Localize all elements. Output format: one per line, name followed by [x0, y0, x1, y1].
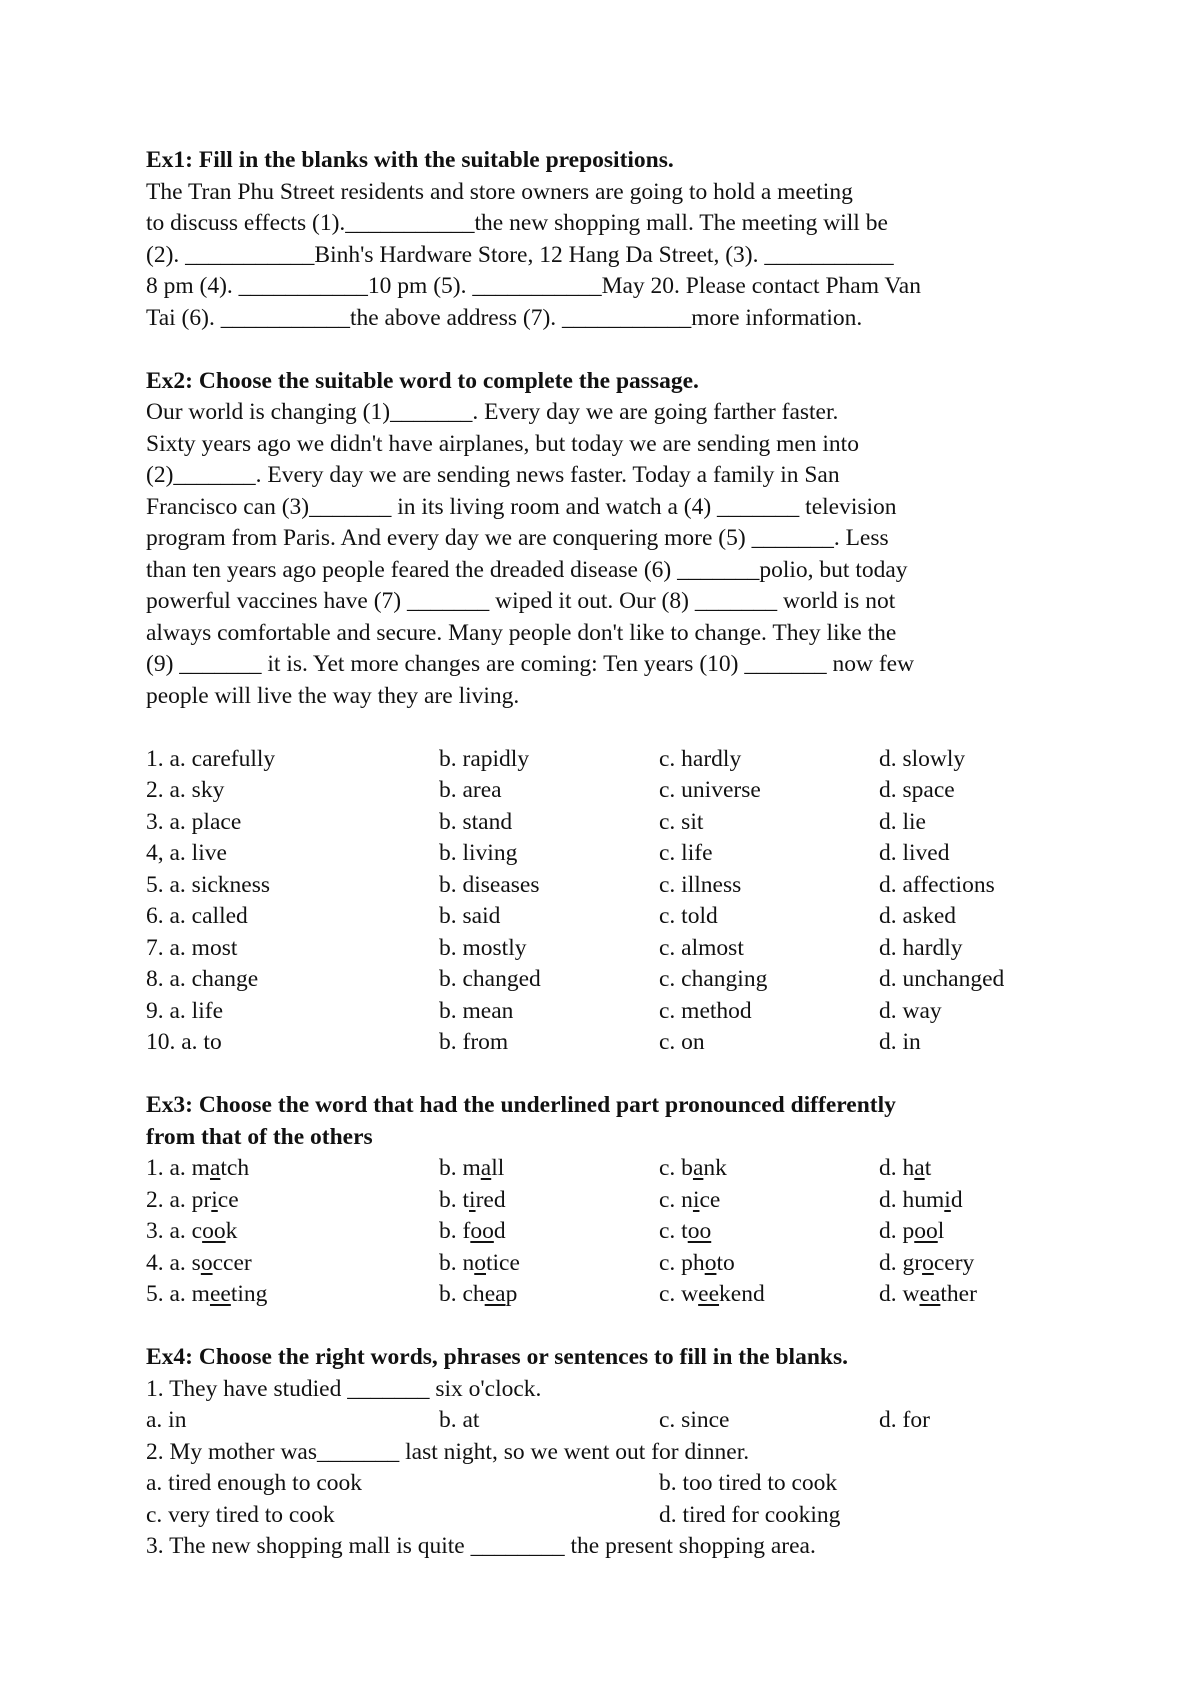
option-b: b. mostly: [439, 934, 527, 961]
underlined-part: ea: [919, 1281, 941, 1307]
ex1-text-line: 8 pm (4). ___________10 pm (5). ___________May 20. Please contact Pham Van: [146, 273, 921, 299]
ex2-option-row: [146, 870, 1086, 902]
word-part: p: [505, 1281, 518, 1307]
option-d: d. space: [879, 777, 955, 803]
word-part: d. w: [879, 1281, 920, 1307]
option-b: [439, 1216, 659, 1248]
option-d: d. tired for cooking: [659, 1501, 841, 1528]
option-a: [146, 1153, 439, 1185]
ex2-passage-line: (2)_______. Every day we are sending news faster. Today a family in San: [146, 462, 840, 488]
option-a: 2. a. sky: [146, 777, 225, 803]
option-d: d. in: [879, 1029, 921, 1055]
option-a: 7. a. most: [146, 934, 238, 961]
option-c: [659, 1185, 879, 1217]
word-part: nk: [703, 1155, 727, 1181]
option-c: [659, 1153, 879, 1185]
ex4-q2-options-row: [146, 1500, 1086, 1532]
word-part: cery: [933, 1249, 975, 1276]
ex2-option-row: [146, 775, 1086, 807]
option-a: 8. a. change: [146, 966, 259, 992]
word-part: ll: [491, 1155, 505, 1181]
option-b: [439, 1153, 659, 1185]
option-b: [439, 1185, 659, 1217]
word-part: b. ch: [439, 1281, 485, 1307]
ex3-option-row: [146, 1153, 1086, 1185]
option-a: 6. a. called: [146, 903, 248, 929]
option-c: [659, 1248, 879, 1280]
word-part: d: [950, 1186, 963, 1213]
option-b: b. mean: [439, 997, 514, 1024]
option-d: d. hardly: [879, 934, 963, 961]
option-a: [146, 1185, 439, 1217]
worksheet-content: [146, 145, 1086, 1563]
option-c: c. sit: [659, 808, 704, 835]
section-spacer: [146, 334, 1086, 366]
section-spacer: [146, 712, 1086, 744]
option-b: b. from: [439, 1029, 509, 1055]
option-a: 1. a. carefully: [146, 745, 276, 772]
word-part: c. w: [659, 1281, 699, 1307]
option-d: d. for: [879, 1407, 930, 1433]
option-b: b. living: [439, 840, 518, 866]
option-b: b. rapidly: [439, 745, 530, 772]
ex2-option-row: [146, 1027, 1086, 1059]
ex1-text-line: Tai (6). ___________the above address (7). ___________more information.: [146, 304, 863, 331]
word-part: 5. a. m: [146, 1281, 210, 1307]
underlined-part: i: [692, 1186, 700, 1213]
option-d: [879, 1185, 1079, 1217]
option-a: [146, 1248, 439, 1280]
underlined-part: oo: [470, 1218, 494, 1244]
word-part: t: [924, 1155, 932, 1181]
ex2-passage-line: (9) _______ it is. Yet more changes are coming: Ten years (10) _______ now few: [146, 651, 915, 677]
option-c: c. life: [659, 840, 713, 866]
word-part: k: [225, 1218, 238, 1244]
option-d: d. lived: [879, 840, 950, 866]
ex4-question-3: 3. The new shopping mall is quite ________ the present shopping area.: [146, 1533, 816, 1559]
word-part: d. p: [879, 1218, 915, 1244]
option-d: d. slowly: [879, 745, 966, 772]
ex4-question-1: 1. They have studied _______ six o'clock.: [146, 1375, 542, 1402]
underlined-part: i: [944, 1186, 951, 1213]
ex2-options-table: [146, 744, 1086, 1059]
underlined-part: a: [692, 1155, 704, 1181]
word-part: ccer: [212, 1249, 252, 1276]
underlined-part: o: [474, 1249, 486, 1276]
word-part: c. t: [659, 1218, 688, 1244]
word-part: ce: [217, 1186, 239, 1213]
option-b: b. changed: [439, 966, 541, 992]
ex2-option-row: [146, 996, 1086, 1028]
option-b: b. too tired to cook: [659, 1470, 838, 1496]
underlined-part: a: [914, 1155, 925, 1181]
underlined-part: oo: [914, 1218, 938, 1244]
option-c: c. method: [659, 997, 752, 1024]
word-part: red: [475, 1186, 506, 1213]
option-c: c. on: [659, 1029, 705, 1055]
option-b: [439, 1279, 659, 1311]
option-b: b. diseases: [439, 871, 540, 898]
ex2-option-row: [146, 807, 1086, 839]
option-a: a. in: [146, 1407, 187, 1433]
word-part: l: [937, 1218, 945, 1244]
word-part: b. n: [439, 1249, 475, 1276]
ex2-passage-line: always comfortable and secure. Many people don't like to change. They like the: [146, 619, 897, 646]
option-d: [879, 1248, 1079, 1280]
option-d: d. lie: [879, 808, 926, 835]
underlined-part: ea: [484, 1281, 506, 1307]
ex1-text-line: The Tran Phu Street residents and store owners are going to hold a meeting: [146, 178, 853, 205]
underlined-part: a: [480, 1155, 492, 1181]
word-part: ting: [230, 1281, 268, 1307]
underlined-part: o: [922, 1249, 934, 1276]
word-part: 4. a. s: [146, 1249, 201, 1276]
option-b: b. at: [439, 1407, 480, 1433]
word-part: c. ph: [659, 1249, 705, 1276]
ex2-passage-line: powerful vaccines have (7) _______ wiped it out. Our (8) _______ world is not: [146, 588, 896, 614]
ex3-title: Ex3: Choose the word that had the underlined part pronounced differently: [146, 1092, 896, 1118]
option-a: a. tired enough to cook: [146, 1470, 363, 1496]
ex3-option-row: [146, 1279, 1086, 1311]
underlined-part: a: [209, 1155, 221, 1181]
word-part: b. m: [439, 1155, 481, 1181]
ex2-passage-line: program from Paris. And every day we are conquering more (5) _______. Less: [146, 525, 889, 551]
option-d: [879, 1216, 1079, 1248]
option-c: c. very tired to cook: [146, 1501, 335, 1528]
ex2-passage-line: Our world is changing (1)_______. Every day we are going farther faster.: [146, 399, 839, 425]
option-c: c. since: [659, 1407, 730, 1433]
option-b: b. area: [439, 777, 502, 803]
underlined-part: oo: [687, 1218, 712, 1244]
ex2-passage-line: than ten years ago people feared the dreaded disease (6) _______polio, but today: [146, 556, 908, 583]
ex4-q2-options-row: [146, 1468, 1086, 1500]
ex3-title-continued: from that of the others: [146, 1123, 373, 1150]
ex3-option-row: [146, 1216, 1086, 1248]
underlined-part: oo: [202, 1218, 226, 1244]
option-a: 4, a. live: [146, 840, 227, 866]
option-a: 5. a. sickness: [146, 871, 271, 898]
underlined-part: o: [200, 1249, 213, 1276]
word-part: d. hum: [879, 1186, 945, 1213]
word-part: to: [716, 1249, 735, 1276]
option-b: b. said: [439, 903, 501, 929]
option-a: [146, 1279, 439, 1311]
option-d: d. unchanged: [879, 966, 1005, 992]
ex4-q1-options: [146, 1405, 1086, 1437]
option-c: c. changing: [659, 966, 768, 992]
option-d: d. asked: [879, 903, 957, 929]
underlined-part: i: [469, 1186, 476, 1213]
word-part: ce: [699, 1186, 721, 1213]
word-part: b. f: [439, 1218, 471, 1244]
ex2-option-row: [146, 933, 1086, 965]
option-c: [659, 1216, 879, 1248]
word-part: 1. a. m: [146, 1155, 210, 1181]
option-a: [146, 1216, 439, 1248]
option-c: c. almost: [659, 934, 744, 961]
option-a: 10. a. to: [146, 1029, 222, 1055]
option-d: [879, 1153, 1079, 1185]
word-part: c. n: [659, 1186, 693, 1213]
option-c: [659, 1279, 879, 1311]
underlined-part: o: [704, 1249, 717, 1276]
ex3-option-row: [146, 1185, 1086, 1217]
ex1-text-line: to discuss effects (1).___________the new shopping mall. The meeting will be: [146, 210, 888, 236]
ex2-option-row: [146, 744, 1086, 776]
ex1-text-line: (2). ___________Binh's Hardware Store, 12 Hang Da Street, (3). ___________: [146, 241, 894, 268]
underlined-part: ee: [698, 1281, 720, 1307]
ex3-option-row: [146, 1248, 1086, 1280]
option-c: c. hardly: [659, 745, 742, 772]
ex1-title: Ex1: Fill in the blanks with the suitable prepositions.: [146, 147, 674, 173]
ex2-passage-line: Francisco can (3)_______ in its living room and watch a (4) _______ television: [146, 493, 897, 520]
word-part: tice: [486, 1249, 520, 1276]
option-d: d. affections: [879, 871, 995, 898]
option-c: c. illness: [659, 871, 742, 898]
word-part: 2. a. pr: [146, 1186, 212, 1213]
option-d: d. way: [879, 997, 942, 1024]
word-part: tch: [220, 1155, 250, 1181]
option-c: c. universe: [659, 777, 761, 803]
ex2-title: Ex2: Choose the suitable word to complete the passage.: [146, 367, 699, 394]
word-part: d: [493, 1218, 506, 1244]
word-part: 3. a. c: [146, 1218, 203, 1244]
word-part: d. gr: [879, 1249, 923, 1276]
option-a: 9. a. life: [146, 997, 223, 1024]
word-part: c. b: [659, 1155, 693, 1181]
option-b: [439, 1248, 659, 1280]
ex2-option-row: [146, 964, 1086, 996]
ex2-option-row: [146, 838, 1086, 870]
ex2-passage-line: people will live the way they are living.: [146, 682, 520, 709]
ex3-options-table: [146, 1153, 1086, 1311]
option-b: b. stand: [439, 808, 513, 835]
underlined-part: i: [211, 1186, 218, 1213]
underlined-part: ee: [209, 1281, 231, 1307]
word-part: b. t: [439, 1186, 470, 1213]
section-spacer: [146, 1311, 1086, 1343]
word-part: ther: [940, 1281, 977, 1307]
option-d: [879, 1279, 1079, 1311]
option-c: c. told: [659, 903, 718, 929]
section-spacer: [146, 1059, 1086, 1091]
word-part: kend: [719, 1281, 765, 1307]
ex2-option-row: [146, 901, 1086, 933]
option-a: 3. a. place: [146, 808, 242, 835]
word-part: d. h: [879, 1155, 915, 1181]
ex4-question-2: 2. My mother was_______ last night, so we went out for dinner.: [146, 1438, 750, 1465]
ex2-passage-line: Sixty years ago we didn't have airplanes, but today we are sending men into: [146, 430, 859, 457]
ex4-title: Ex4: Choose the right words, phrases or sentences to fill in the blanks.: [146, 1344, 848, 1370]
